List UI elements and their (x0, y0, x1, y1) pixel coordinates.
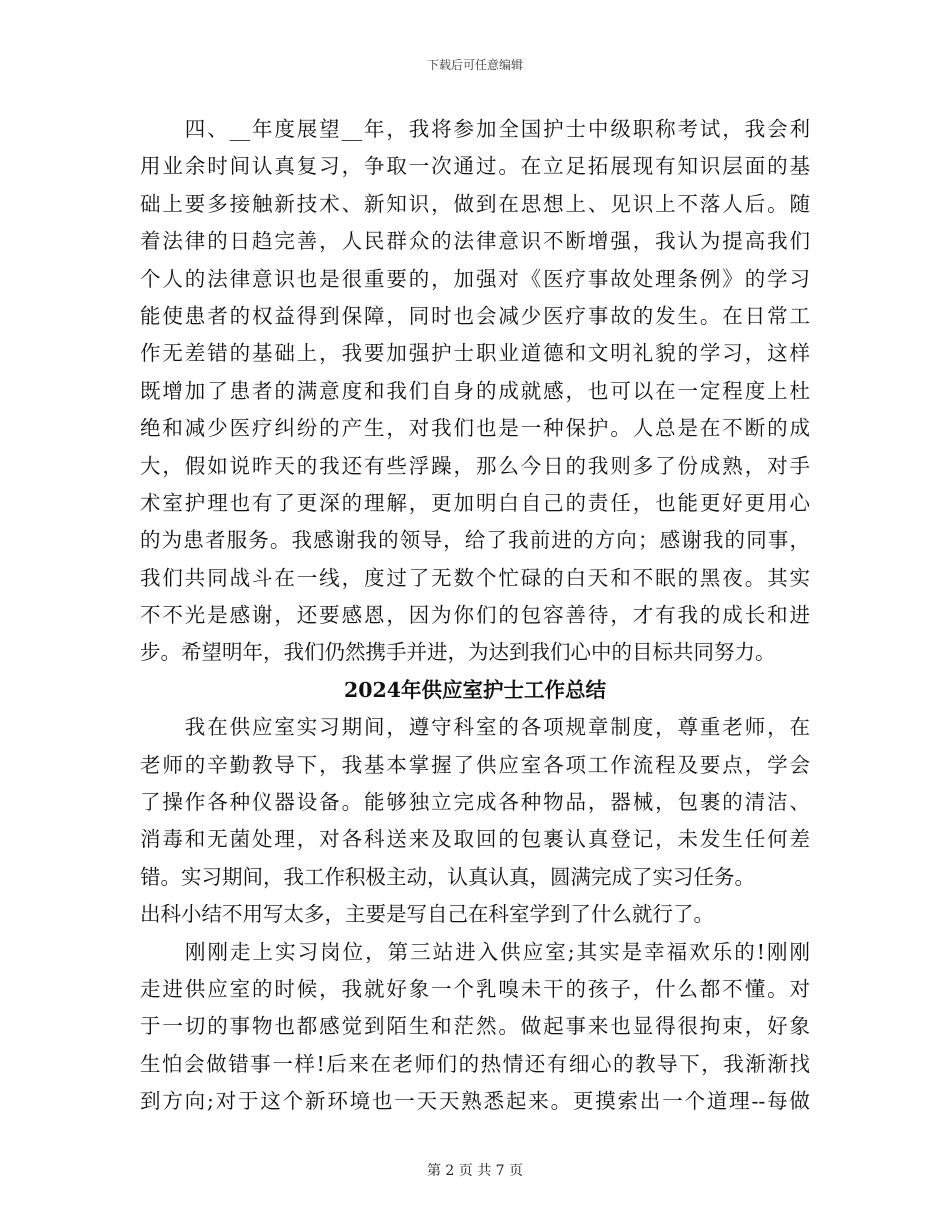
text-line: 个人的法律意识也是很重要的，加强对《医疗事故处理条例》的学习 (140, 266, 810, 291)
text-line: 刚刚走上实习岗位，第三站进入供应室;其实是幸福欢乐的!刚刚 (140, 939, 810, 964)
text-line: 作无差错的基础上，我要加强护士职业道德和文明礼貌的学习，这样 (140, 341, 810, 366)
text-line: 的为患者服务。我感谢我的领导，给了我前进的方向；感谢我的同事， (140, 528, 810, 553)
text-line: 到方向;对于这个新环境也一天天熟悉起来。更摸索出一个道理--每做 (140, 1089, 810, 1114)
text-line: 老师的辛勤教导下，我基本掌握了供应室各项工作流程及要点，学会 (140, 752, 810, 777)
document-body (140, 111, 810, 1121)
text-line: 不不光是感谢，还要感恩，因为你们的包容善待，才有我的成长和进 (140, 603, 810, 628)
text-line: 于一切的事物也都感觉到陌生和茫然。做起事来也显得很拘束，好象 (140, 1014, 810, 1039)
page-header: 下载后可任意编辑 (426, 58, 523, 72)
text-line: 步。希望明年，我们仍然携手并进，为达到我们心中的目标共同努力。 (140, 640, 776, 665)
text-line: 能使患者的权益得到保障，同时也会减少医疗事故的发生。在日常工 (140, 303, 810, 328)
text-line: 绝和减少医疗纠纷的产生，对我们也是一种保护。人总是在不断的成 (140, 416, 810, 441)
section-title: 2024年供应室护士工作总结 (343, 677, 607, 702)
text-line: 四、__年度展望__年，我将参加全国护士中级职称考试，我会利 (140, 117, 810, 141)
text-line: 走进供应室的时候，我就好象一个乳嗅未干的孩子，什么都不懂。对 (140, 976, 810, 1001)
text-line: 既增加了患者的满意度和我们自身的成就感，也可以在一定程度上杜 (140, 378, 810, 403)
text-line: 生怕会做错事一样!后来在老师们的热情还有细心的教导下，我渐渐找 (140, 1051, 810, 1076)
text-line: 了操作各种仪器设备。能够独立完成各种物品，器械，包裹的清洁、 (140, 790, 810, 815)
text-line: 消毒和无菌处理，对各科送来及取回的包裹认真登记，未发生任何差 (140, 827, 810, 852)
text-line: 大，假如说昨天的我还有些浮躁，那么今日的我则多了份成熟，对手 (140, 453, 810, 478)
page-footer: 第 2 页 共 7 页 (426, 1163, 524, 1179)
text-line: 础上要多接触新技术、新知识，做到在思想上、见识上不落人后。随 (140, 191, 810, 216)
text-line: 我在供应室实习期间，遵守科室的各项规章制度，尊重老师，在 (140, 715, 810, 740)
text-line: 出科小结不用写太多，主要是写自己在科室学到了什么就行了。 (140, 902, 714, 927)
text-line: 术室护理也有了更深的理解，更加明白自己的责任，也能更好更用心 (140, 490, 810, 515)
text-line: 着法律的日趋完善，人民群众的法律意识不断增强，我认为提高我们 (140, 229, 810, 254)
text-line: 错。实习期间，我工作积极主动，认真认真，圆满完成了实习任务。 (140, 864, 755, 889)
text-line: 用业余时间认真复习，争取一次通过。在立足拓展现有知识层面的基 (140, 154, 810, 179)
text-line: 我们共同战斗在一线，度过了无数个忙碌的白天和不眠的黑夜。其实 (140, 565, 810, 590)
